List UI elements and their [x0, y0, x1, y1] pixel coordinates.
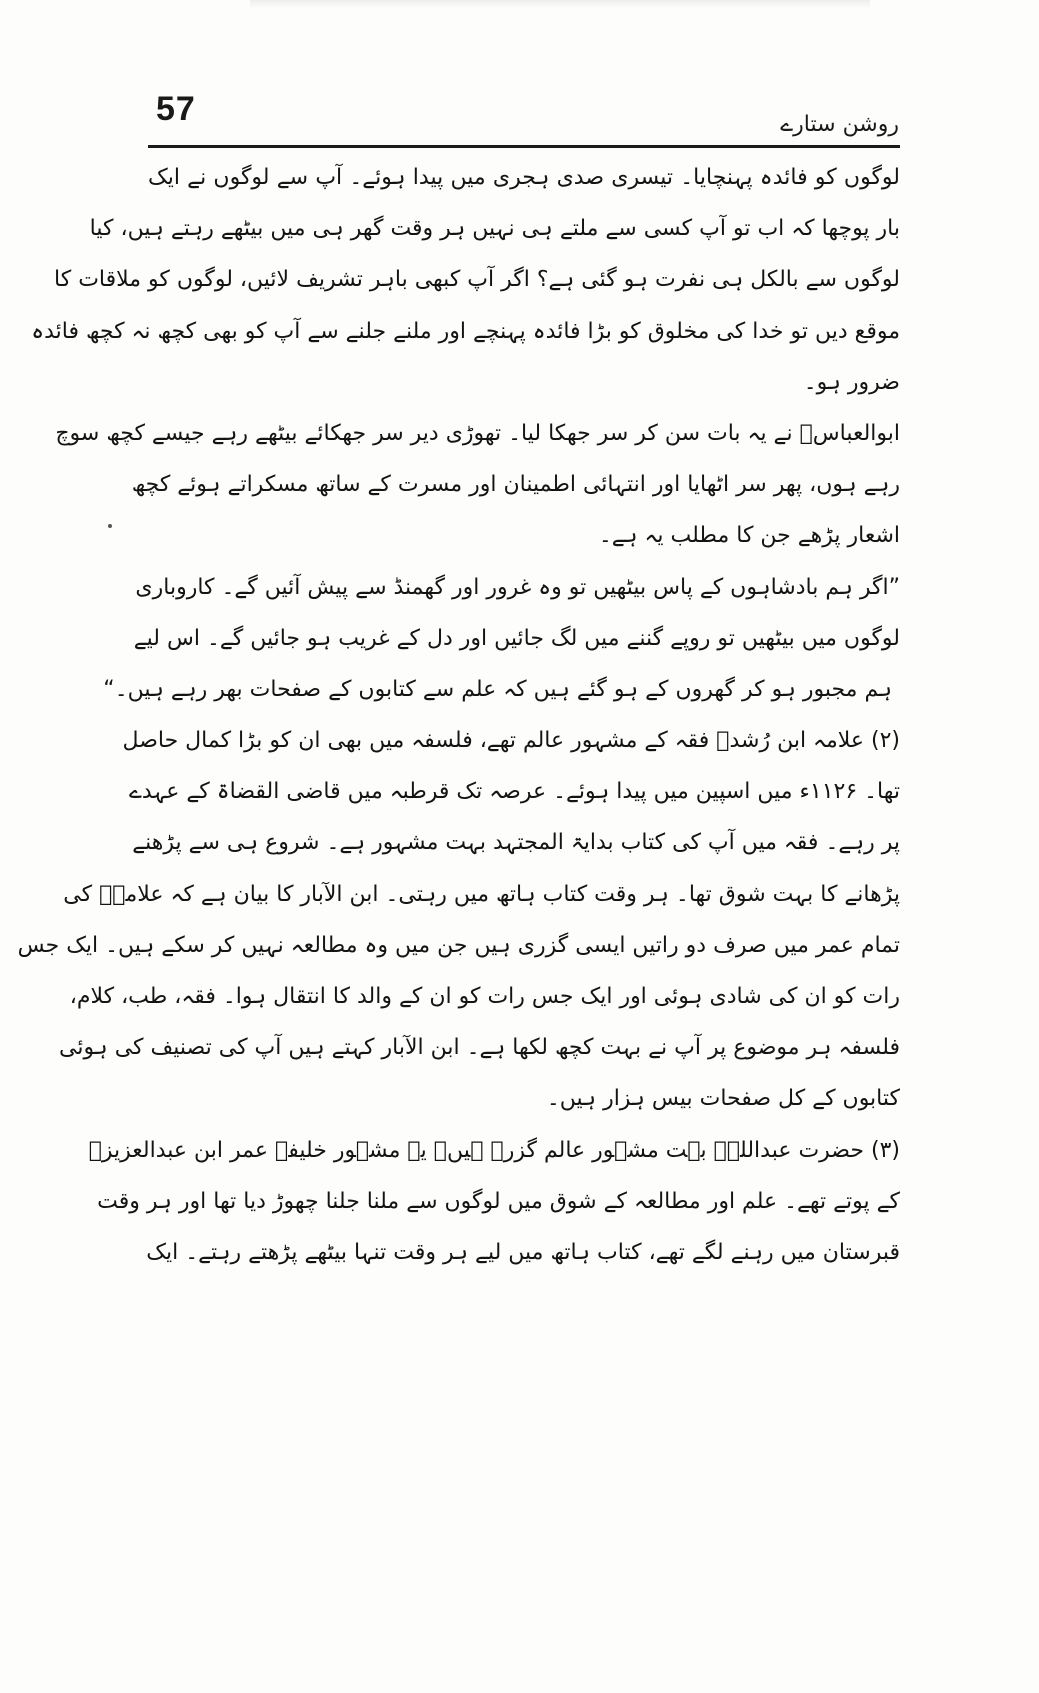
text-line: (۳) حضرت عبداللہؒ بہت مشہور عالم گزرے ہیں۔ یہ مشہور خلیفہ عمر ابن عبدالعزیزؒ [88, 1137, 900, 1163]
text-line: لوگوں سے بالکل ہی نفرت ہو گئی ہے؟ اگر آپ کبھی باہر تشریف لائیں، لوگوں کو ملاقات کا [54, 267, 900, 293]
text-line: تھا۔ ۱۱۲۶ء میں اسپین میں پیدا ہوئے۔ عرصہ تک قرطبہ میں قاضی القضاۃ کے عہدے [128, 779, 900, 805]
text-line: تمام عمر میں صرف دو راتیں ایسی گزری ہیں جن میں وہ مطالعہ نہیں کر سکے ہیں۔ ایک جس [17, 932, 900, 958]
text-line: پر رہے۔ فقہ میں آپ کی کتاب بدایۃ المجتہد بہت مشہور ہے۔ شروع ہی سے پڑھنے [132, 830, 900, 856]
scan-speck [108, 524, 112, 528]
text-line: موقع دیں تو خدا کی مخلوق کو بڑا فائدہ پہنچے اور ملنے جلنے سے آپ کو بھی کچھ نہ کچھ فائدہ [31, 318, 900, 344]
text-line: ”اگر ہم بادشاہوں کے پاس بیٹھیں تو وہ غرور اور گھمنڈ سے پیش آئیں گے۔ کاروباری [135, 574, 900, 600]
scan-smudge [250, 0, 870, 8]
text-line: کتابوں کے کل صفحات بیس ہزار ہیں۔ [546, 1086, 900, 1112]
header-rule [148, 145, 900, 148]
text-line: اشعار پڑھے جن کا مطلب یہ ہے۔ [598, 523, 900, 549]
text-line: رات کو ان کی شادی ہوئی اور ایک جس رات کو ان کے والد کا انتقال ہوا۔ فقہ، طب، کلام، [69, 984, 900, 1009]
page-number: 57 [156, 90, 196, 128]
text-line: لوگوں میں بیٹھیں تو روپے گننے میں لگ جائیں اور دل کے غریب ہو جائیں گے۔ اس لیے [133, 625, 900, 651]
text-line: کے پوتے تھے۔ علم اور مطالعہ کے شوق میں لوگوں سے ملنا جلنا چھوڑ دیا تھا اور ہر وقت [97, 1188, 900, 1214]
text-line: ابوالعباسؒ نے یہ بات سن کر سر جھکا لیا۔ تھوڑی دیر سر جھکائے بیٹھے رہے جیسے کچھ سوچ [55, 420, 900, 446]
text-line: لوگوں کو فائدہ پہنچایا۔ تیسری صدی ہجری میں پیدا ہوئے۔ آپ سے لوگوں نے ایک [148, 165, 900, 190]
text-line: بار پوچھا کہ اب تو آپ کسی سے ملتے ہی نہیں ہر وقت گھر ہی میں بیٹھے رہتے ہیں، کیا [89, 216, 900, 242]
text-line: رہے ہوں، پھر سر اٹھایا اور انتہائی اطمینان اور مسرت کے ساتھ مسکراتے ہوئے کچھ [131, 472, 900, 498]
text-line: قبرستان میں رہنے لگے تھے، کتاب ہاتھ میں لیے ہر وقت تنہا بیٹھے پڑھتے رہتے۔ ایک [146, 1239, 900, 1265]
running-title: روشن ستارے [780, 112, 899, 137]
page-body [17, 152, 900, 1278]
text-line: (۲) علامہ ابن رُشدؒ فقہ کے مشہور عالم تھے، فلسفہ میں بھی ان کو بڑا کمال حاصل [122, 728, 900, 754]
text-line: ہم مجبور ہو کر گھروں کے ہو گئے ہیں کہ علم سے کتابوں کے صفحات بھر رہے ہیں۔“ [103, 676, 892, 702]
text-line: پڑھانے کا بہت شوق تھا۔ ہر وقت کتاب ہاتھ میں رہتی۔ ابن الآبار کا بیان ہے کہ علامہؒ کی [63, 881, 900, 907]
text-line: ضرور ہو۔ [803, 369, 900, 395]
text-line: فلسفہ ہر موضوع پر آپ نے بہت کچھ لکھا ہے۔ ابن الآبار کہتے ہیں آپ کی تصنیف کی ہوئی [58, 1035, 900, 1061]
